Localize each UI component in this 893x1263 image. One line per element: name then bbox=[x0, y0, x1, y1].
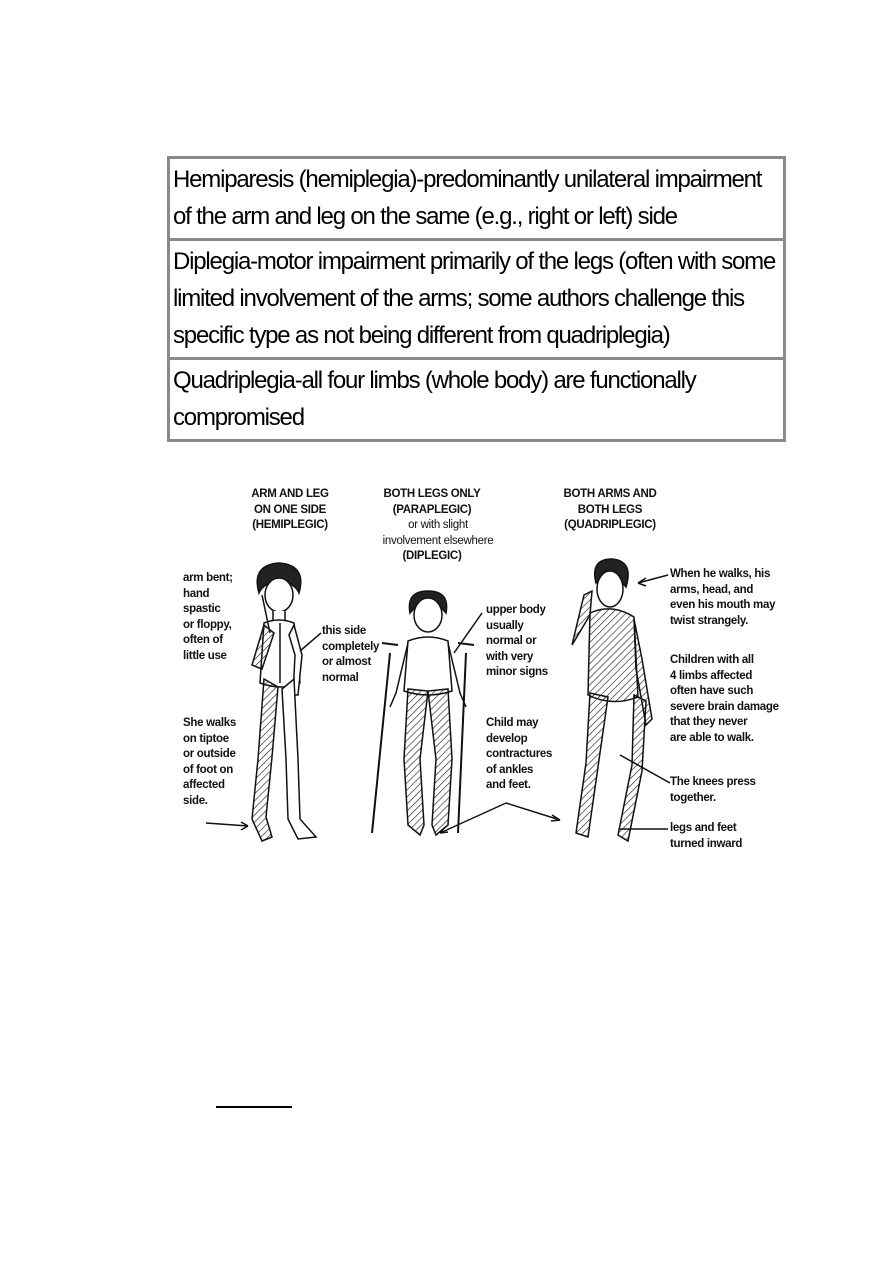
label-this-side: this side completely or almost normal bbox=[322, 625, 380, 684]
definition-text: Diplegia-motor impairment primarily of the legs (often with some limited involvement of the arms; some authors challenge this specific type as not being different from quadriplegia) bbox=[173, 248, 776, 349]
label-when-he-walks: When he walks, his arms, head, and even his mouth may twist strangely. bbox=[670, 568, 776, 627]
label-arm-bent: arm bent; hand spastic or floppy, often of little use bbox=[183, 572, 233, 662]
cerebral-palsy-types-figure bbox=[176, 483, 784, 863]
definition-row-quadriplegia bbox=[170, 360, 783, 439]
heading-quadriplegic: BOTH ARMS AND BOTH LEGS (QUADRIPLEGIC) bbox=[563, 488, 657, 531]
definition-row-hemiparesis bbox=[170, 159, 783, 241]
label-knees-press: The knees press together. bbox=[670, 776, 756, 804]
label-children-with: Children with all 4 limbs affected often have such severe brain damage that they never are able to walk. bbox=[670, 654, 779, 744]
definition-text: Quadriplegia-all four limbs (whole body) are functionally compromised bbox=[173, 367, 696, 431]
definitions-table bbox=[167, 156, 786, 442]
definition-text: Hemiparesis (hemiplegia)-predominantly unilateral impairment of the arm and leg on the same (e.g., right or left) side bbox=[173, 166, 762, 230]
heading-diplegic: (DIPLEGIC) bbox=[402, 550, 462, 562]
label-child-may: Child may develop contractures of ankles and feet. bbox=[486, 717, 553, 791]
hemiplegic-girl-illustration bbox=[252, 563, 316, 841]
label-upper-body: upper body usually normal or with very minor signs bbox=[486, 604, 548, 678]
heading-hemiplegic: ARM AND LEG ON ONE SIDE (HEMIPLEGIC) bbox=[251, 488, 329, 531]
heading-paraplegic: BOTH LEGS ONLY (PARAPLEGIC) bbox=[383, 488, 481, 516]
label-she-walks: She walks on tiptoe or outside of foot on affected side. bbox=[183, 717, 236, 807]
quadriplegic-boy-illustration bbox=[572, 559, 652, 841]
underline-rule bbox=[216, 1106, 292, 1108]
diplegic-boy-illustration bbox=[372, 591, 474, 835]
definition-row-diplegia bbox=[170, 241, 783, 360]
label-legs-feet: legs and feet turned inward bbox=[670, 822, 743, 850]
heading-diplegic-sub: or with slight involvement elsewhere bbox=[382, 519, 494, 547]
